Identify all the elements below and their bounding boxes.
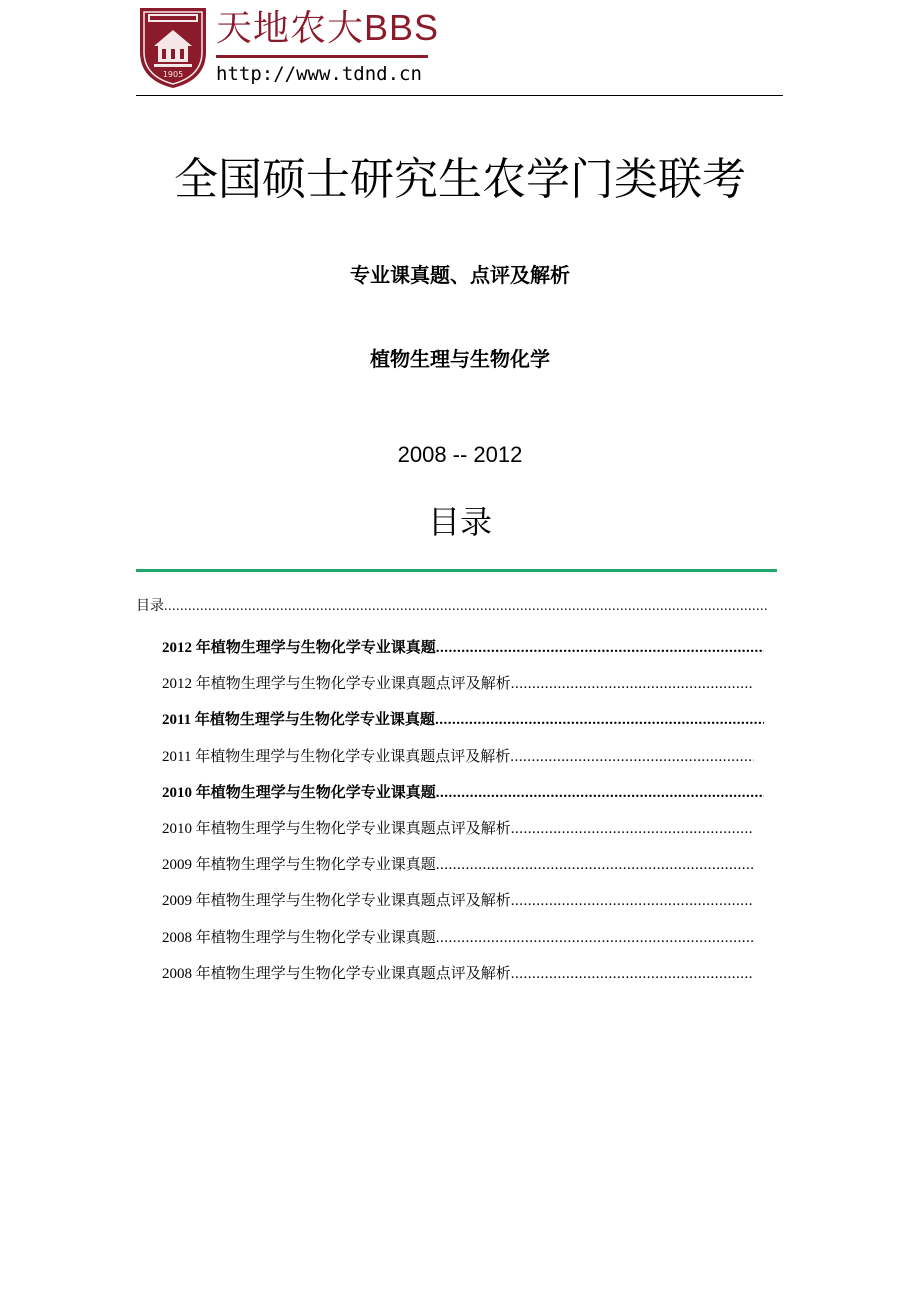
toc-top-entry[interactable] [136,597,768,617]
toc-entry[interactable] [162,818,764,854]
toc-top-label: 目录 [136,599,164,614]
subject-title: 植物生理与生物化学 [370,347,550,371]
toc-entry-label: 2012 年植物生理学与生物化学专业课真题 [162,640,436,656]
logo-title-text: 天地农大 [216,8,365,49]
toc-entry-label: 2012 年植物生理学与生物化学专业课真题点评及解析 [162,676,511,693]
logo-title-suffix: BBS [364,7,440,48]
toc-entry[interactable] [162,854,764,890]
toc-entry-label: 2009 年植物生理学与生物化学专业课真题点评及解析 [162,893,511,910]
toc-entry[interactable] [162,782,764,818]
toc-leader-dots [436,782,764,804]
emblem-year: 1905 [162,70,184,79]
logo-url-link[interactable]: http://www.tdnd.cn [216,63,422,85]
toc-list [162,637,764,999]
toc-leader-dots [164,597,768,617]
toc-entry[interactable] [162,963,764,999]
logo-underline [216,55,428,58]
toc-entry-label: 2011 年植物生理学与生物化学专业课真题 [162,712,435,729]
toc-entry[interactable] [162,709,764,745]
toc-leader-dots [435,709,764,731]
toc-entry-label: 2008 年植物生理学与生物化学专业课真题 [162,929,436,946]
toc-leader-dots [511,673,754,695]
toc-entry-label: 2011 年植物生理学与生物化学专业课真题点评及解析 [162,748,511,765]
toc-leader-dots [511,890,754,912]
toc-entry-label: 2008 年植物生理学与生物化学专业课真题点评及解析 [162,965,511,982]
toc-entry-label: 2009 年植物生理学与生物化学专业课真题 [162,857,436,874]
toc-entry[interactable] [162,927,764,963]
toc-entry[interactable] [162,673,764,709]
toc-entry[interactable] [162,746,764,782]
university-emblem-icon [136,2,210,90]
logo-title [216,6,439,51]
main-title: 全国硕士研究生农学门类联考 [174,154,746,205]
subtitle: 专业课真题、点评及解析 [350,263,570,287]
header-divider [136,95,783,96]
toc-leader-dots [436,637,764,659]
toc-leader-dots [511,963,754,985]
toc-leader-dots [511,818,754,840]
toc-entry-label: 2010 年植物生理学与生物化学专业课真题点评及解析 [162,820,511,837]
year-range: 2008 -- 2012 [397,442,523,467]
toc-divider [136,569,777,572]
toc-entry[interactable] [162,890,764,926]
toc-leader-dots [436,854,754,876]
toc-leader-dots [510,746,754,768]
toc-entry-label: 2010 年植物生理学与生物化学专业课真题 [162,784,436,801]
toc-heading: 目录 [427,503,492,541]
toc-entry[interactable] [162,637,764,673]
toc-leader-dots [436,927,754,949]
site-logo[interactable] [136,2,440,94]
